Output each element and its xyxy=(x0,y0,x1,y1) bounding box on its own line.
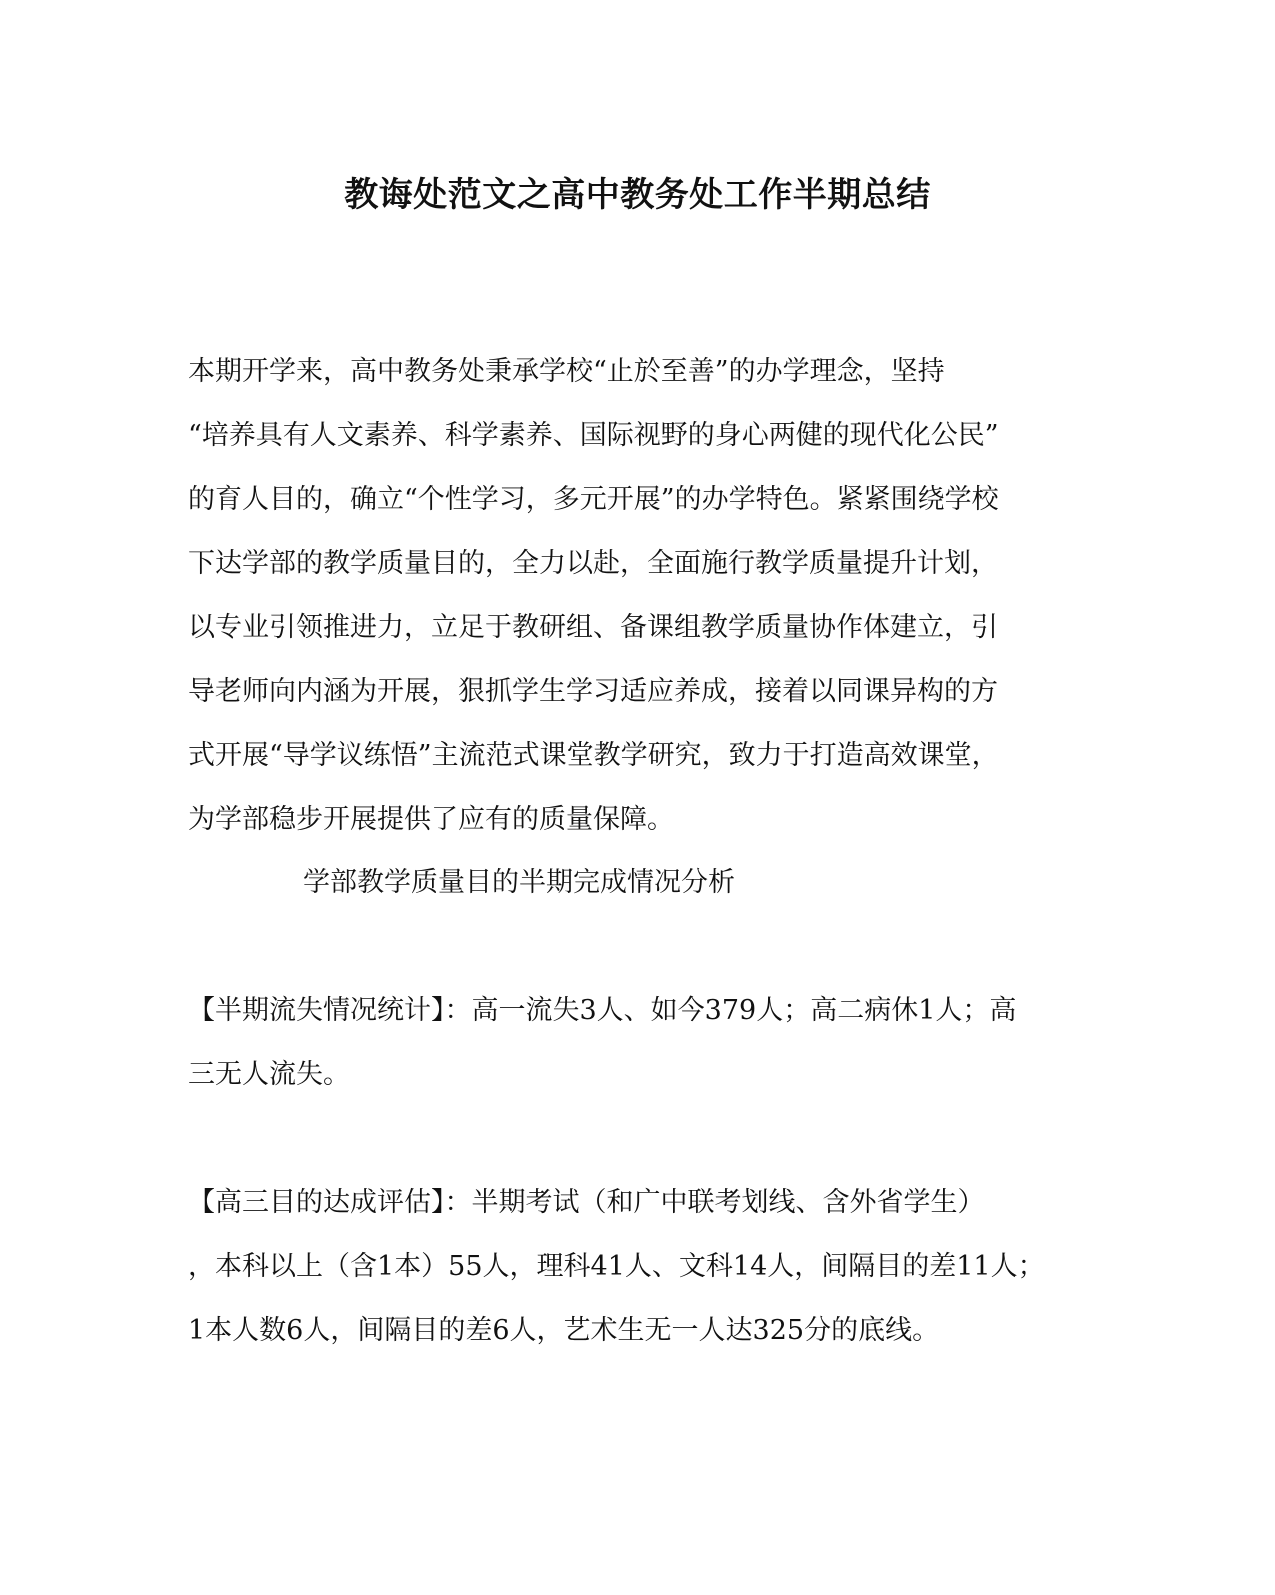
senior-line-3: 1本人数6人，间隔目的差6人，艺术生无一人达325分的底线。 xyxy=(188,1315,940,1346)
intro-line-2: “培养具有人文素养、科学素养、国际视野的身心两健的现代化公民” xyxy=(188,420,999,451)
intro-line-3: 的育人目的，确立“个性学习，多元开展”的办学特色。紧紧围绕学校 xyxy=(188,484,999,515)
intro-line-4: 下达学部的教学质量目的，全力以赴，全面施行教学质量提升计划， xyxy=(188,548,998,579)
senior-line-1: 【高三目的达成评估】：半期考试（和广中联考划线、含外省学生） xyxy=(188,1187,985,1218)
senior-line-2: ，本科以上（含1本）55人，理科41人、文科14人，间隔目的差11人； xyxy=(188,1251,1045,1282)
intro-line-7: 式开展“导学议练悟”主流范式课堂教学研究，致力于打造高效课堂， xyxy=(188,740,999,771)
intro-line-1: 本期开学来，高中教务处秉承学校“止於至善”的办学理念，坚持 xyxy=(188,356,945,387)
intro-line-6: 导老师向内涵为开展，狠抓学生学习适应养成，接着以同课异构的方 xyxy=(188,676,998,707)
section-heading: 学部教学质量目的半期完成情况分析 xyxy=(303,867,735,898)
document-title: 教诲处范文之高中教务处工作半期总结 xyxy=(344,175,931,215)
intro-line-8: 为学部稳步开展提供了应有的质量保障。 xyxy=(188,804,674,835)
attrition-line-2: 三无人流失。 xyxy=(188,1059,350,1090)
attrition-line-1: 【半期流失情况统计】：高一流失3人、如今379人；高二病休1人；高 xyxy=(188,995,1017,1026)
intro-line-5: 以专业引领推进力，立足于教研组、备课组教学质量协作体建立，引 xyxy=(188,612,998,643)
